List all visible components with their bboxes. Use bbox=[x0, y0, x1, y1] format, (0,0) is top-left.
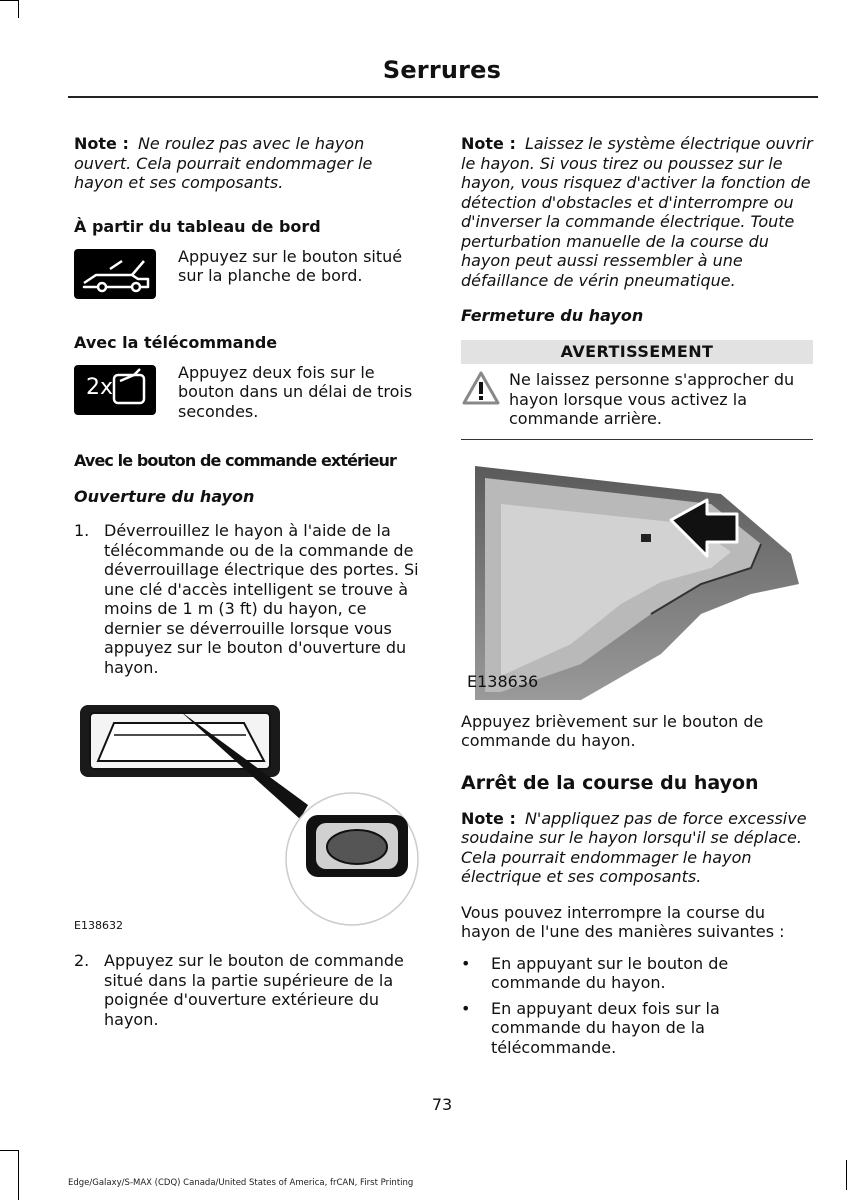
heading-opening: Ouverture du hayon bbox=[74, 487, 255, 506]
heading-exterior: Avec le bouton de commande extérieur bbox=[74, 451, 397, 470]
list-item: 2. Appuyez sur le bouton de commande situé dans la partie supérieure de la poignée d'ouverture extérieure du hayon. bbox=[74, 951, 404, 1029]
interrupt-text: Vous pouvez interrompre la course du hayon de l'une des manières suivantes : bbox=[461, 902, 785, 941]
heading-remote: Avec la télécommande bbox=[74, 332, 278, 352]
dashboard-text: Appuyez sur le bouton situé sur la planche de bord. bbox=[178, 246, 403, 285]
crop-mark bbox=[846, 1160, 847, 1190]
warning-text: Ne laissez personne s'approcher du hayon lorsque vous activez la commande arrière. bbox=[509, 370, 795, 428]
heading-closing: Fermeture du hayon bbox=[461, 306, 644, 325]
remote-icon-label: 2x bbox=[86, 374, 114, 400]
footer-text: Edge/Galaxy/S-MAX (CDQ) Canada/United States of America, frCAN, First Printing bbox=[68, 1178, 414, 1188]
remote-double-press-icon bbox=[74, 365, 156, 415]
page-title: Serrures bbox=[382, 56, 502, 84]
note-no-force: Note : N'appliquez pas de force excessive soudaine sur le hayon lorsqu'il se déplace. Cela pourrait endommager le hayon électrique et ses composants. bbox=[461, 808, 807, 886]
list-item: • En appuyant deux fois sur la commande du hayon de la télécommande. bbox=[461, 998, 720, 1057]
crop-mark bbox=[0, 1150, 18, 1151]
crop-mark bbox=[0, 0, 18, 1]
bullet-list bbox=[461, 954, 813, 1058]
exterior-handle-illustration bbox=[74, 701, 426, 931]
liftgate-illustration bbox=[461, 464, 813, 700]
warning-body bbox=[461, 370, 813, 440]
warning-triangle-icon bbox=[461, 370, 503, 410]
warning-box bbox=[461, 340, 813, 440]
crop-mark bbox=[18, 0, 19, 18]
steps-list-1 bbox=[74, 521, 426, 677]
heading-stop: Arrêt de la course du hayon bbox=[461, 771, 759, 794]
liftgate-button-icon bbox=[74, 249, 156, 299]
note-let-system: Note : Laissez le système électrique ouvrir le hayon. Si vous tirez ou poussez sur le hayon, vous risquez d'activer la fonction de détection d'obstacles et d'interrompre ou d'inverser la commande électrique. Toute perturbation manuelle de la course du hayon peut aussi ressembler à une défaillance de vérin pneumatique. bbox=[461, 134, 813, 290]
list-item: • En appuyant sur le bouton de commande du hayon. bbox=[461, 953, 729, 992]
press-text: Appuyez brièvement sur le bouton de commande du hayon. bbox=[461, 711, 764, 750]
remote-instruction bbox=[74, 363, 426, 422]
note-no-driving: Note : Ne roulez pas avec le hayon ouvert. Cela pourrait endommager le hayon et ses composants. bbox=[74, 134, 373, 192]
figure-exterior-button bbox=[74, 701, 426, 931]
header-rule bbox=[68, 96, 818, 98]
figure-code: E138632 bbox=[74, 919, 123, 932]
figure-code: E138636 bbox=[467, 671, 539, 691]
steps-list-2 bbox=[74, 951, 426, 1029]
page-number: 73 bbox=[431, 1095, 453, 1114]
crop-mark bbox=[18, 1150, 19, 1200]
heading-dashboard: À partir du tableau de bord bbox=[74, 216, 321, 236]
right-column bbox=[461, 134, 813, 1057]
warning-title: AVERTISSEMENT bbox=[461, 340, 813, 364]
dashboard-instruction bbox=[74, 247, 426, 299]
remote-text: Appuyez deux fois sur le bouton dans un délai de trois secondes. bbox=[178, 362, 413, 421]
left-column bbox=[74, 134, 426, 1029]
list-item: 1. Déverrouillez le hayon à l'aide de la télécommande ou de la commande de déverrouillage électrique des portes. Si une clé d'accès intelligent se trouve à moins de 1 m (3 ft) du hayon, ce dernier se déverrouille lorsque vous appuyez sur le bouton d'ouverture du hayon. bbox=[74, 521, 419, 677]
figure-liftgate-button bbox=[461, 464, 813, 700]
